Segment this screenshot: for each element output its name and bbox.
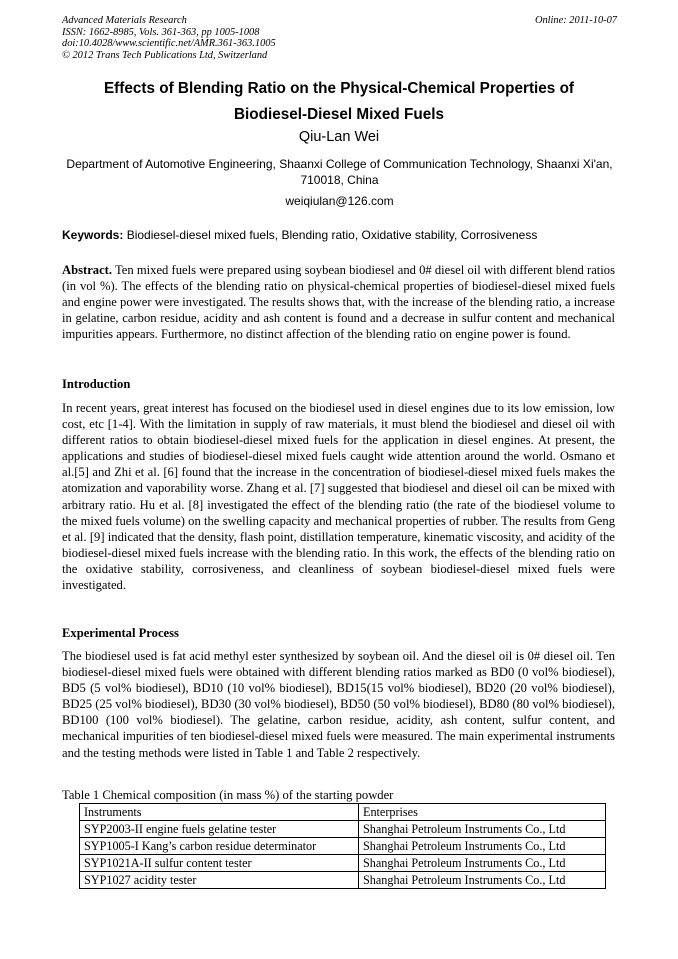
table-row bbox=[80, 821, 606, 838]
journal-name: Advanced Materials Research bbox=[62, 15, 187, 26]
table-row bbox=[80, 855, 606, 872]
copyright-line: © 2012 Trans Tech Publications Ltd, Switzerland bbox=[62, 49, 268, 61]
table-cell-enterprise: Shanghai Petroleum Instruments Co., Ltd bbox=[359, 872, 606, 889]
author-name: Qiu-Lan Wei bbox=[298, 129, 380, 145]
table-header-enterprises: Enterprises bbox=[359, 804, 606, 821]
title-line-2: Biodiesel-Diesel Mixed Fuels bbox=[234, 106, 444, 123]
keywords-text: Biodiesel-diesel mixed fuels, Blending ratio, Oxidative stability, Corrosiveness bbox=[126, 228, 538, 242]
abstract-text: Ten mixed fuels were prepared using soybean biodiesel and 0# diesel oil with different blend ratios (in vol %). The effects of the blending ratio on physical-chemical properties of biodiesel-diesel mixed fuels and engine power were investigated. The results shows that, with the increase of the blending ratio, a increase in gelatine, carbon residue, acidity and ash content is found and a decrease in sulfur content and mechanical impurities appears. Furthermore, no distinct affection of the blending ratio on engine power is found. bbox=[62, 263, 616, 342]
title-line-1: Effects of Blending Ratio on the Physical-Chemical Properties of bbox=[103, 80, 575, 97]
table-1 bbox=[79, 803, 606, 889]
table-1-caption: Table 1 Chemical composition (in mass %) of the starting powder bbox=[62, 788, 394, 802]
table-cell-instrument: SYP1005-I Kang’s carbon residue determinator bbox=[80, 838, 359, 855]
table-cell-enterprise: Shanghai Petroleum Instruments Co., Ltd bbox=[359, 855, 606, 872]
experimental-text: The biodiesel used is fat acid methyl ester synthesized by soybean oil. And the diesel oil is 0# diesel oil. Ten biodiesel-diesel mixed fuels were obtained with different blending ratios marked as BD0 (0 vol% biodiesel), BD5 (5 vol% biodiesel), BD10 (10 vol% biodiesel), BD15(15 vol% biodiesel), BD20 (20 vol% biodiesel), BD25 (25 vol% biodiesel), BD30 (30 vol% biodiesel), BD50 (50 vol% biodiesel), BD80 (80 vol% biodiesel), BD100 (100 vol% biodiesel). The gelatine, carbon residue, acidity, ash content, sulfur content, and mechanical impurities of ten biodiesel-diesel mixed fuels were measured. The main experimental instruments and the testing methods were listed in Table 1 and Table 2 respectively. bbox=[62, 649, 615, 760]
keywords bbox=[62, 228, 622, 242]
table-header-row bbox=[80, 804, 606, 821]
paper-title bbox=[40, 76, 638, 128]
introduction-text: In recent years, great interest has focused on the biodiesel used in diesel engines due to its low emission, low cost, etc [1-4]. With the limitation in supply of raw materials, it must blend the biodiesel and diesel oil with different ratios to obtain biodiesel-diesel mixed fuels for the application in diesel engines. At present, the applications and studies of biodiesel-diesel mixed fuels caught wide attention around the world. Osmano et al.[5] and Zhi et al. [6] found that the increase in the concentration of biodiesel-diesel mixed fuels makes the atomization and vaporability worse. Zhang et al. [7] suggested that biodiesel and diesel oil can be mixed with arbitrary ratio. Hu et al. [8] investigated the effect of the blending ratio (the rate of the biodiesel volume to the mixed fuels volume) on the swelling capacity and mechanical properties of rubber. The results from Geng et al. [9] indicated that the density, flash point, distillation temperature, kinematic viscosity, and acidity of the biodiesel-diesel mixed fuels increase with the blending ratio. In this work, the effects of the blending ratio on the oxidative stability, corrosiveness, and cleanliness of soybean biodiesel-diesel mixed fuels were investigated. bbox=[62, 401, 615, 593]
table-cell-enterprise: Shanghai Petroleum Instruments Co., Ltd bbox=[359, 838, 606, 855]
author-email[interactable]: weiqiulan@126.com bbox=[285, 194, 394, 208]
online-date: Online: 2011-10-07 bbox=[534, 15, 617, 26]
keywords-label: Keywords: bbox=[62, 228, 124, 242]
abstract-label: Abstract. bbox=[62, 263, 113, 277]
doi-line[interactable]: doi:10.4028/www.scientific.net/AMR.361-363.1005 bbox=[62, 38, 276, 50]
table-cell-instrument: SYP2003-II engine fuels gelatine tester bbox=[80, 821, 359, 838]
table-cell-instrument: SYP1021A-II sulfur content tester bbox=[80, 855, 359, 872]
table-cell-enterprise: Shanghai Petroleum Instruments Co., Ltd bbox=[359, 821, 606, 838]
table-row bbox=[80, 838, 606, 855]
journal-header bbox=[62, 15, 617, 61]
author-affiliation: Department of Automotive Engineering, Shaanxi College of Communication Technology, Shaanxi Xi'an, 710018, China bbox=[66, 157, 613, 187]
abstract bbox=[62, 262, 615, 342]
issn-line: ISSN: 1662-8985, Vols. 361-363, pp 1005-1008 bbox=[62, 26, 260, 38]
experimental-heading: Experimental Process bbox=[62, 626, 179, 640]
table-header-instruments: Instruments bbox=[80, 804, 359, 821]
table-row bbox=[80, 872, 606, 889]
table-cell-instrument: SYP1027 acidity tester bbox=[80, 872, 359, 889]
introduction-heading: Introduction bbox=[62, 377, 131, 391]
